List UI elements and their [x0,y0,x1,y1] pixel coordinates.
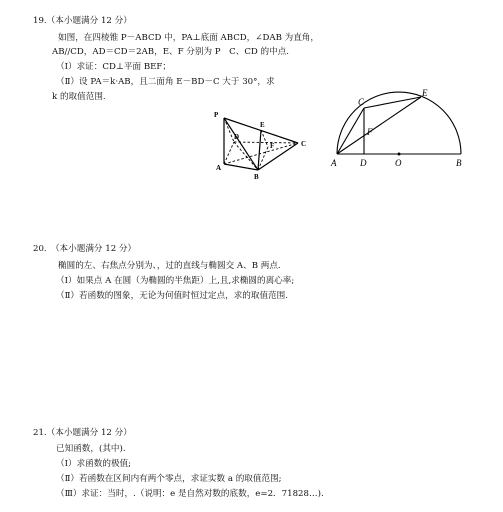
fig2-label-f: F [367,127,373,137]
q19-header: 19.（本小题满分 12 分） [33,16,132,26]
fig1-label-p: P [214,111,219,119]
fig1-label-f: F [270,142,275,150]
q19-figure-semicircle [328,90,468,170]
fig2-label-d: D [360,158,367,168]
q19-figure-pyramid [210,110,320,180]
q19-line-1: 如图，在四棱锥 P－ABCD 中，PA⊥底面 ABCD，∠DAB 为直角， [58,33,319,43]
q21-line-3: （Ⅱ）若函数在区间内有两个零点，求证实数 a 的取值范围; [56,474,282,484]
q20-line-3: （Ⅱ）若函数的图象，无论为何值时恒过定点，求的取值范围. [56,291,289,301]
q20-line-2: （Ⅰ）如果点 A 在圆（为椭圆的半焦距）上,且,求椭圆的离心率; [56,276,295,286]
q21-line-2: （Ⅰ）求函数的极值; [56,459,132,469]
fig2-label-o: O [395,158,402,168]
fig1-label-d: D [234,133,240,141]
edge-ac [224,143,298,164]
fig1-label-e: E [260,121,265,129]
q19-line-5: k 的取值范围. [52,92,106,102]
center-point-o [398,153,401,156]
fig2-label-e: E [422,88,428,98]
edge-ab [224,164,258,170]
fig2-label-a: A [331,158,337,168]
q19-line-2: AB//CD，AD＝CD＝2AB，E、F 分别为 P C、CD 的中点. [52,47,290,57]
q20-line-1: 椭圆的左、右焦点分别为、，过的直线与椭圆交 A、B 两点. [58,261,281,271]
q19-line-4: （Ⅱ）设 PA＝k·AB，且二面角 E－BD－C 大于 30°，求 [56,77,275,87]
fig2-label-b: B [456,158,462,168]
q21-line-4: （Ⅲ）求证：当时，.（说明：e 是自然对数的底数，e=2．71828…). [56,489,324,499]
q20-header: 20. （本小题满分 12 分） [33,244,137,254]
fig2-label-c: C [358,97,365,107]
q21-line-1: 已知函数，(其中). [56,444,126,454]
q19-line-3: （Ⅰ）求证：CD⊥平面 BEF； [56,62,171,72]
q21-header: 21.（本小题满分 12 分） [33,428,132,438]
fig1-label-a: A [216,164,222,172]
fig1-label-b: B [254,173,259,181]
fig1-label-c: C [301,140,307,148]
edge-ad [224,142,234,164]
